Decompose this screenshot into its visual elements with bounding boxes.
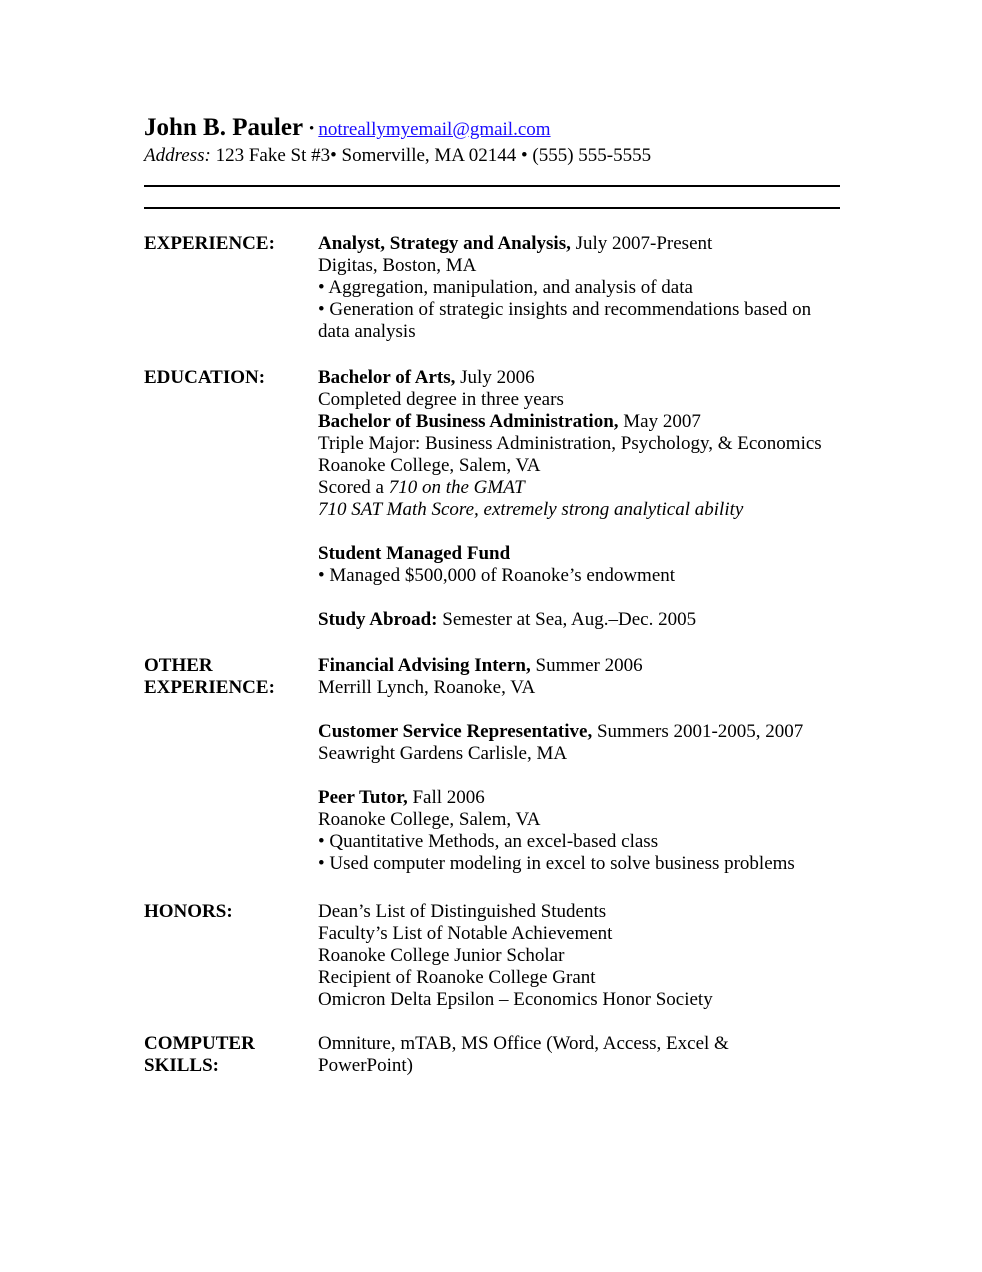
job-org: Merrill Lynch, Roanoke, VA (318, 677, 536, 698)
skills-body (318, 1033, 758, 1077)
address-text: 123 Fake St #3• Somerville, MA 02144 • (555) 555-5555 (215, 145, 652, 166)
honor-item: Omicron Delta Epsilon – Economics Honor Society (318, 989, 713, 1010)
honor-item: Dean’s List of Distinguished Students (318, 901, 607, 922)
job-bullet: • Generation of strategic insights and recommendations based on data analysis (318, 299, 812, 342)
label-line: SKILLS: (144, 1055, 219, 1076)
honor-item: Faculty’s List of Notable Achievement (318, 923, 613, 944)
experience-label: EXPERIENCE: (144, 233, 275, 254)
job-date: Summer 2006 (530, 655, 643, 676)
degree-date: July 2006 (455, 367, 535, 388)
job-date: July 2007-Present (570, 233, 713, 254)
label-line: EXPERIENCE: (144, 677, 275, 698)
honor-item: Recipient of Roanoke College Grant (318, 967, 596, 988)
job-org: Digitas, Boston, MA (318, 255, 477, 276)
name-line (144, 114, 551, 142)
job-title: Peer Tutor, (318, 787, 408, 808)
education-label: EDUCATION: (144, 367, 266, 388)
education-body (318, 367, 840, 631)
honor-item: Roanoke College Junior Scholar (318, 945, 565, 966)
honors-label: HONORS: (144, 901, 233, 922)
major-line: Triple Major: Business Administration, Psychology, & Economics (318, 433, 822, 454)
degree-title: Bachelor of Business Administration, (318, 411, 619, 432)
degree-title: Bachelor of Arts, (318, 367, 456, 388)
honors-list (318, 901, 840, 1011)
label-line: OTHER (144, 655, 213, 676)
skills-text: Omniture, mTAB, MS Office (Word, Access, Excel & PowerPoint) (318, 1033, 729, 1076)
job-date: Fall 2006 (407, 787, 485, 808)
sat-line: 710 SAT Math Score, extremely strong analytical ability (318, 499, 744, 520)
job-org: Roanoke College, Salem, VA (318, 809, 541, 830)
other-experience-body (318, 655, 840, 875)
job-bullet: • Used computer modeling in excel to solve business problems (318, 853, 795, 874)
skills-label (144, 1033, 314, 1077)
job-bullet: • Quantitative Methods, an excel-based class (318, 831, 659, 852)
job-date: Summers 2001-2005, 2007 (592, 721, 804, 742)
job-title: Analyst, Strategy and Analysis, (318, 233, 571, 254)
job-title: Financial Advising Intern, (318, 655, 531, 676)
gmat-prefix: Scored a (318, 477, 389, 498)
divider-bottom (144, 207, 840, 209)
divider-top (144, 185, 840, 187)
fund-bullet: • Managed $500,000 of Roanoke’s endowment (318, 565, 676, 586)
degree-date: May 2007 (618, 411, 701, 432)
address-line (144, 145, 651, 167)
address-label: Address: (144, 145, 211, 166)
candidate-name: John B. Pauler (144, 114, 304, 141)
separator-bullet: • (309, 121, 315, 137)
study-abroad-label: Study Abroad: (318, 609, 438, 630)
gmat-score: 710 on the GMAT (388, 477, 525, 498)
email-link[interactable]: notreallymyemail@gmail.com (318, 119, 551, 140)
fund-title: Student Managed Fund (318, 543, 511, 564)
job-bullet: • Aggregation, manipulation, and analysis of data (318, 277, 693, 298)
study-abroad-text: Semester at Sea, Aug.–Dec. 2005 (437, 609, 697, 630)
job-title: Customer Service Representative, (318, 721, 593, 742)
degree-note: Completed degree in three years (318, 389, 564, 410)
other-experience-label (144, 655, 314, 699)
job-org: Seawright Gardens Carlisle, MA (318, 743, 568, 764)
experience-body (318, 233, 840, 343)
school-line: Roanoke College, Salem, VA (318, 455, 541, 476)
label-line: COMPUTER (144, 1033, 255, 1054)
